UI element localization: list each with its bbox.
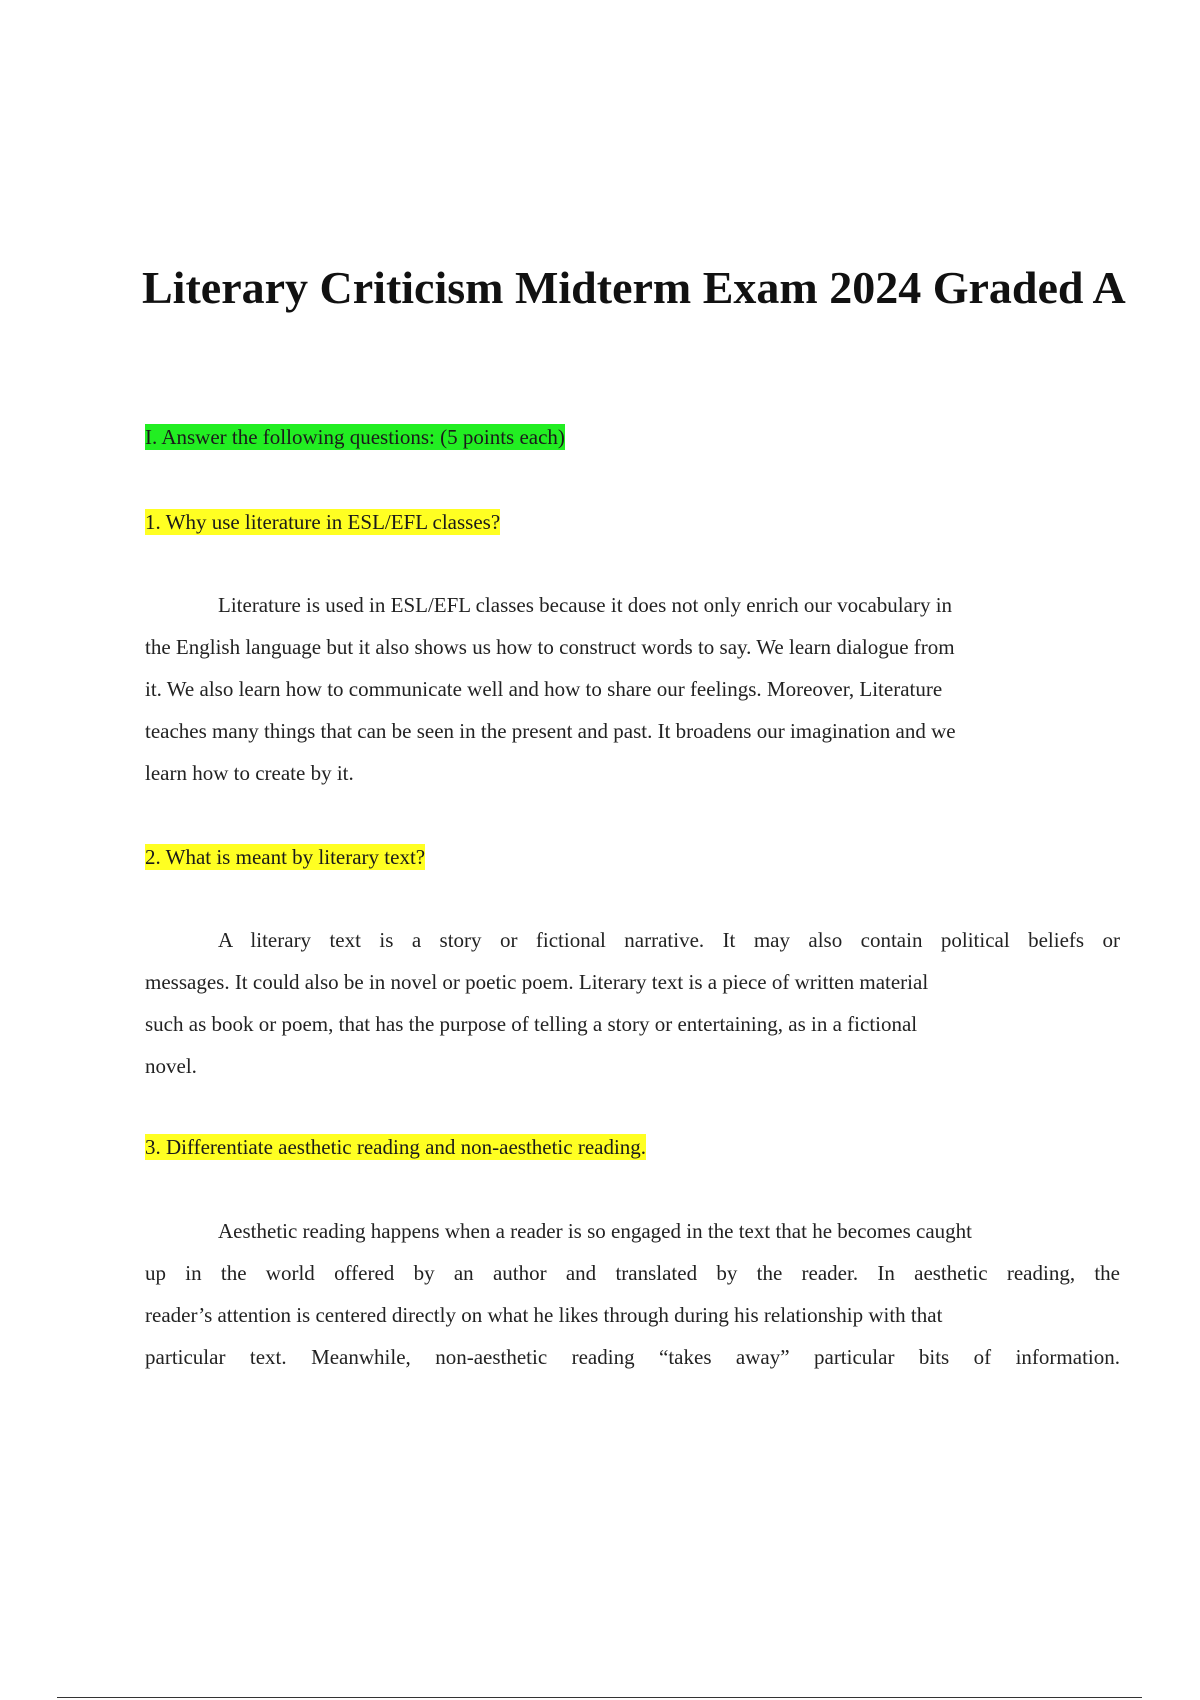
answer-1-line-5: learn how to create by it. [145, 761, 354, 785]
question-3 [145, 1132, 646, 1162]
answer-3-line-2: up in the world offered by an author and translated by the reader. In aesthetic reading, the [145, 1261, 1120, 1285]
answer-1-line-2: the English language but it also shows us how to construct words to say. We learn dialogue from [145, 635, 955, 659]
answer-3-line-1: Aesthetic reading happens when a reader is so engaged in the text that he becomes caught [218, 1219, 972, 1243]
section-heading [145, 422, 565, 452]
question-1-text: 1. Why use literature in ESL/EFL classes? [145, 510, 501, 534]
question-3-text: 3. Differentiate aesthetic reading and non-aesthetic reading. [145, 1135, 647, 1159]
answer-2 [145, 919, 1120, 1087]
document-title: Literary Criticism Midterm Exam 2024 Graded A [142, 262, 1126, 313]
question-1 [145, 507, 500, 537]
answer-3-line-3: reader’s attention is centered directly on what he likes through during his relationship with that [145, 1303, 943, 1327]
answer-1-line-3: it. We also learn how to communicate well and how to share our feelings. Moreover, Literature [145, 677, 943, 701]
answer-1 [145, 584, 1120, 794]
section-heading-text: I. Answer the following questions: (5 points each) [145, 425, 565, 449]
footer-divider [57, 1697, 1142, 1698]
answer-3-line-4: particular text. Meanwhile, non-aesthetic reading “takes away” particular bits of information. [145, 1345, 1120, 1369]
answer-2-line-2: messages. It could also be in novel or poetic poem. Literary text is a piece of written material [145, 970, 929, 994]
answer-1-line-4: teaches many things that can be seen in the present and past. It broadens our imagination and we [145, 719, 956, 743]
question-2-text: 2. What is meant by literary text? [145, 845, 426, 869]
answer-1-line-1: Literature is used in ESL/EFL classes because it does not only enrich our vocabulary in [218, 593, 953, 617]
answer-3 [145, 1210, 1120, 1378]
question-2 [145, 842, 425, 872]
answer-2-line-1: A literary text is a story or fictional narrative. It may also contain political beliefs or [218, 928, 1120, 952]
answer-2-line-4: novel. [145, 1054, 197, 1078]
answer-2-line-3: such as book or poem, that has the purpose of telling a story or entertaining, as in a fictional [145, 1012, 918, 1036]
